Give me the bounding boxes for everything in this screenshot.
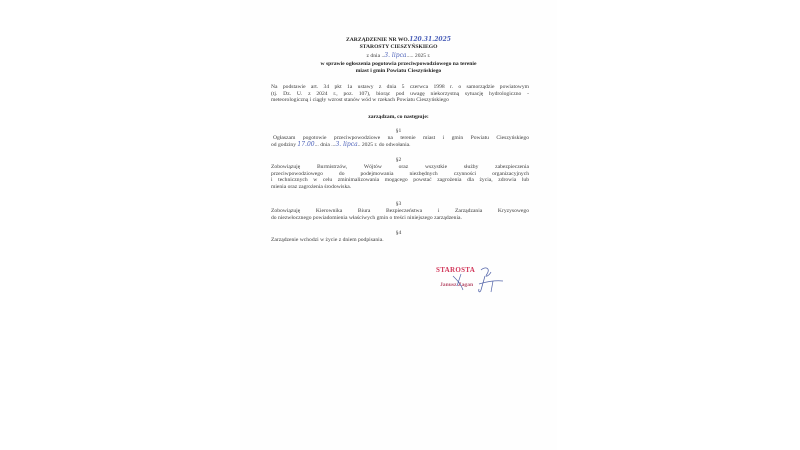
section-1-time-line — [271, 142, 529, 149]
section-mark-1: §1 — [395, 128, 402, 134]
stamp-title: STAROSTA — [436, 266, 476, 274]
section-1-body — [271, 135, 529, 148]
preamble-line: (tj. Dz. U. z 2024 r., poz. 107), biorąc pod uwagę niekorzystną sytuację hydrologiczno - — [271, 90, 529, 97]
subject-line-1: w sprawie ogłoszenia pogotowia przeciwpowodziowego na terenie — [320, 61, 477, 67]
title-prefix: ZARZĄDZENIE NR WO. — [346, 37, 410, 43]
time-suffix: .. 2025 r. do odwołania. — [357, 141, 411, 148]
date-suffix: ..... 2025 r. — [406, 53, 431, 59]
section-line: do niezwłocznego powiadomienia właściwych gmin o treści niniejszego zarządzenia. — [271, 214, 462, 221]
time-prefix: od godziny — [271, 141, 298, 148]
decree-heading: zarządzam, co następuje: — [368, 114, 429, 120]
document-title — [240, 36, 557, 44]
title-number-handwritten: 120.31.2025 — [409, 36, 451, 43]
section-line: Zobowiązuję Burmistrzów, Wójtów oraz wszystkie służby zabezpieczenia — [271, 164, 529, 170]
date-handwritten: 3. lipca — [384, 52, 407, 59]
time-handwritten: 17.00 — [297, 140, 315, 148]
preamble-line: Na podstawie art. 34 pkt 1a ustawy z dnia 5 czerwca 1998 r. o samorządzie powiatowym — [271, 84, 529, 90]
handwritten-signature-icon — [445, 262, 507, 296]
section-line: przeciwpowodziowego do podejmowania niezbędnych czynności organizacyjnych — [271, 170, 529, 177]
time-mid: ... dnia ... — [314, 141, 336, 148]
section-line: Ogłaszam pogotowie przeciwpowodziowe na terenie miast i gmin Powiatu Cieszyńskiego — [273, 135, 529, 141]
day-handwritten: 3. lipca — [335, 140, 358, 148]
section-line: mienia oraz zagrożenia środowiska. — [271, 183, 352, 190]
section-line: i technicznych w celu zminimalizowania mogącego powstać zagrożenia dla życia, zdrowia lub — [271, 177, 529, 184]
section-4-body — [271, 237, 529, 244]
section-mark-2: §2 — [395, 157, 402, 163]
section-2-body — [271, 164, 529, 190]
document-page — [240, 0, 557, 450]
section-line: Zobowiązuję Kierownika Biura Bezpieczeństwa i Zarządzania Kryzysowego — [271, 208, 529, 214]
section-mark-3: §3 — [395, 201, 402, 207]
section-line: Zarządzenie wchodzi w życie z dniem podpisania. — [271, 237, 384, 243]
document-date — [240, 52, 557, 60]
section-3-body — [271, 208, 529, 221]
date-prefix: z dnia .. — [366, 53, 385, 59]
section-mark-4: §4 — [395, 230, 402, 236]
subject-line-2: miast i gmin Powiatu Cieszyńskiego — [355, 68, 442, 74]
issuer: STAROSTY CIESZYŃSKIEGO — [359, 44, 438, 50]
stamp-name: Janusz Zagan — [440, 282, 474, 288]
preamble-line: meteorologiczną i ciągły wzrost stanów wód w rzekach Powiatu Cieszyńskiego — [271, 97, 449, 104]
preamble — [271, 84, 529, 104]
